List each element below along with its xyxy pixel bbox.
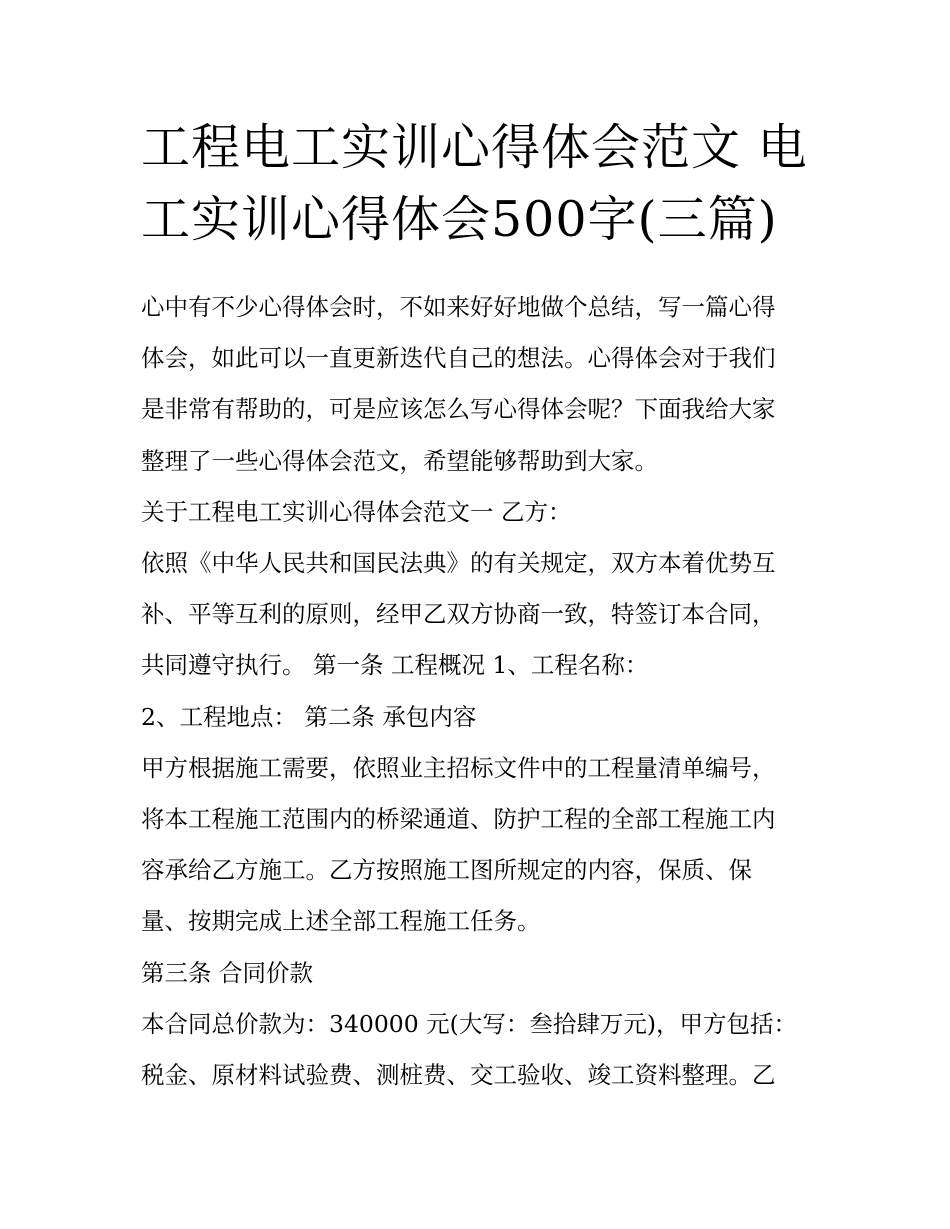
body-line: 2、工程地点： 第二条 承包内容 [141,702,477,731]
body-line: 税金、原材料试验费、测桩费、交工验收、竣工资料整理。乙 [141,1061,776,1090]
body-line: 将本工程施工范围内的桥梁通道、防护工程的全部工程施工内 [141,805,776,834]
body-line: 量、按期完成上述全部工程施工任务。 [141,907,541,936]
body-line: 体会，如此可以一直更新迭代自己的想法。心得体会对于我们 [141,344,776,373]
body-line: 容承给乙方施工。乙方按照施工图所规定的内容，保质、保 [141,856,752,885]
title-line-2: 工实训心得体会500字(三篇) [141,191,778,248]
title-line-1: 工程电工实训心得体会范文 电 [141,119,808,176]
document-title [141,112,821,256]
section-heading-3: 第三条 合同价款 [141,958,313,987]
body-line: 是非常有帮助的，可是应该怎么写心得体会呢？下面我给大家 [141,395,776,424]
document-body [141,282,821,1101]
body-line: 本合同总价款为：340000 元(大写：叁拾肆万元)，甲方包括： [141,1009,798,1038]
body-line: 心中有不少心得体会时，不如来好好地做个总结，写一篇心得 [141,293,776,321]
body-line: 共同遵守执行。 第一条 工程概况 1、工程名称： [141,651,649,680]
body-line: 依照《中华人民共和国民法典》的有关规定，双方本着优势互 [141,549,776,578]
section-heading-1: 关于工程电工实训心得体会范文一 乙方： [141,497,572,526]
body-line: 整理了一些心得体会范文，希望能够帮助到大家。 [141,446,658,475]
body-line: 补、平等互利的原则，经甲乙双方协商一致，特签订本合同， [141,600,776,629]
body-line: 甲方根据施工需要，依照业主招标文件中的工程量清单编号， [141,753,776,782]
document-page [141,112,821,1101]
